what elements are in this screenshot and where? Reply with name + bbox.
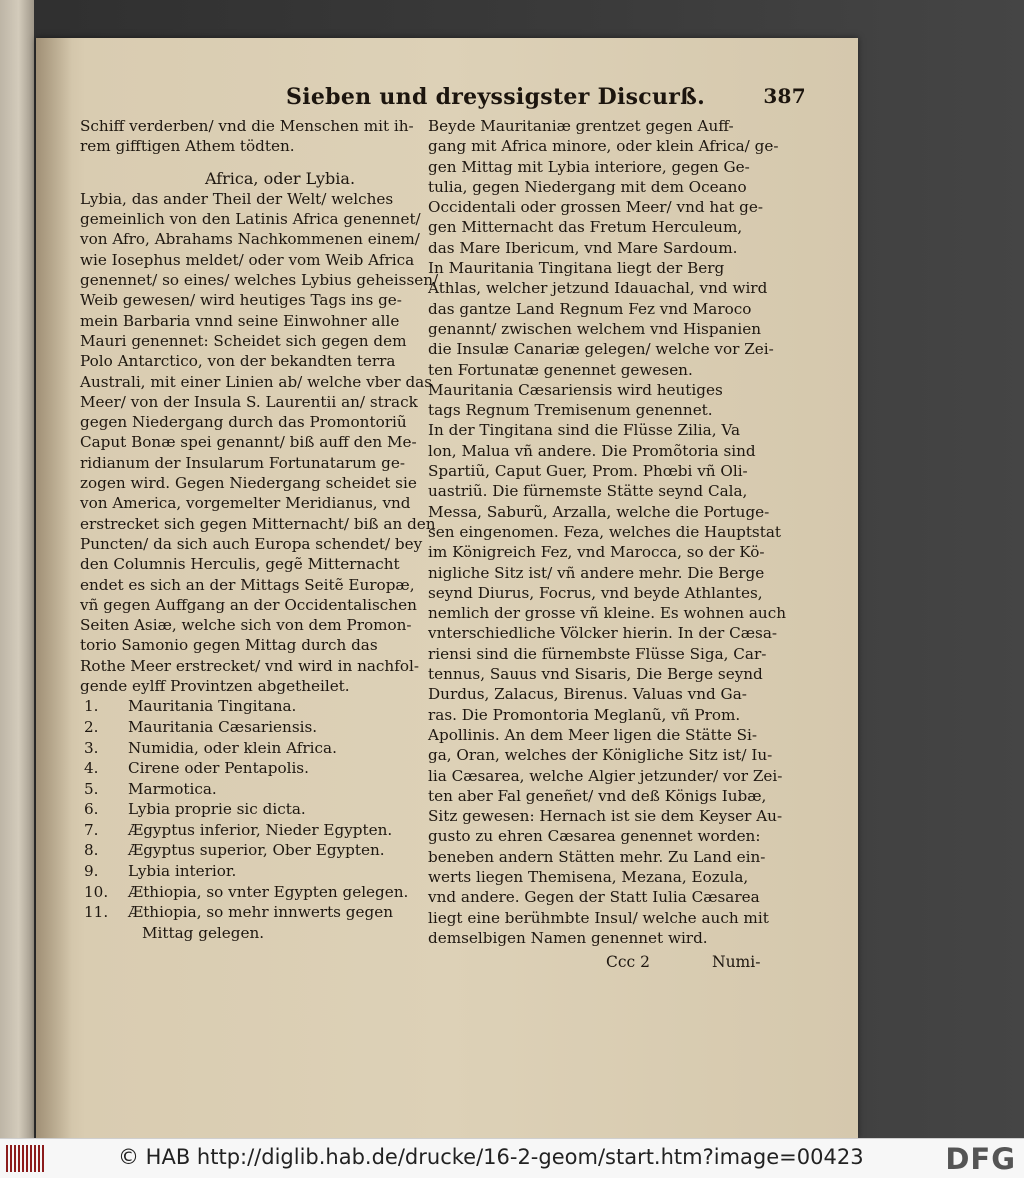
page-number: 387 [763,84,806,108]
text-line: Beyde Mauritaniæ grentzet gegen Auff- [428,117,734,135]
province-name: Lybia proprie sic dicta. [128,800,306,819]
text-line: vnterschiedliche Völcker hierin. In der Cæsa- [428,624,777,643]
text-line: Polo Antarctico, von der bekandten terra [80,352,396,371]
province-number: 10. [84,882,109,901]
text-line: Lybia, das ander Theil der Welt/ welches [80,189,394,208]
text-line: demselbigen Namen genennet wird. [428,928,708,947]
text-line: Apollinis. An dem Meer ligen die Stätte Si- [428,725,758,744]
text-line: das Mare Ibericum, vnd Mare Sardoum. [428,238,738,257]
province-number: 7. [84,820,99,839]
text-line: zogen wird. Gegen Niedergang scheidet sie [80,474,417,493]
province-name: Ægyptus superior, Ober Egypten. [128,841,385,860]
text-line: im Königreich Fez, vnd Marocca, so der Kö- [428,543,765,562]
section-heading: Africa, oder Lybia. [204,168,356,188]
province-item [80,861,440,882]
text-line: Messa, Saburũ, Arzalla, welche die Portuge- [428,502,770,521]
text-line: lia Cæsarea, welche Algier jetzunder/ vor Zei- [428,766,783,785]
previous-page-edge [0,0,34,1138]
text-line: Weib gewesen/ wird heutiges Tags ins ge- [80,291,402,310]
text-line: In Mauritania Tingitana liegt der Berg [428,259,725,278]
province-name: Ægyptus inferior, Nieder Egypten. [128,820,393,839]
left-body-text [80,189,440,696]
text-line: gen Mitternacht das Fretum Herculeum, [428,218,743,237]
viewer-footer [0,1138,1024,1178]
text-line: Athlas, welcher jetzund Idauachal, vnd wird [428,279,768,298]
signature-mark: Ccc 2 [606,953,651,972]
text-line: rem gifftigen Athem tödten. [80,137,295,156]
province-item [80,738,440,759]
province-name: Cirene oder Pentapolis. [128,759,309,778]
text-line: ten Fortunatæ genennet gewesen. [428,360,693,379]
text-line: tennus, Sauus vnd Sisaris, Die Berge seynd [428,665,763,684]
gutter-shadow [36,38,72,1138]
text-line: den Columnis Herculis, gegẽ Mitternacht [80,555,400,574]
text-line: tulia, gegen Niedergang mit dem Oceano [428,177,747,196]
text-line: Australi, mit einer Linien ab/ welche vber das [80,372,433,391]
province-item [80,779,440,800]
text-line: gegen Niedergang durch das Promontoriũ [80,413,407,432]
text-line: vnd andere. Gegen der Statt Iulia Cæsarea [428,888,760,907]
text-line: gang mit Africa minore, oder klein Africa/ ge- [428,137,779,156]
text-line: seynd Diurus, Focrus, vnd beyde Athlantes, [428,583,763,602]
running-header [286,84,806,112]
province-continuation: Mittag gelegen. [142,923,265,942]
province-item [80,696,440,717]
barcode-icon [6,1145,46,1172]
text-line: In der Tingitana sind die Flüsse Zilia, Va [428,421,740,440]
province-name: Marmotica. [128,779,217,798]
text-line: ras. Die Promontoria Meglanũ, vñ Prom. [428,705,741,724]
province-item [80,820,440,841]
text-line: endet es sich an der Mittags Seitẽ Europæ, [80,575,415,594]
province-item [80,758,440,779]
province-item [80,799,440,820]
text-line: Occidentali oder grossen Meer/ vnd hat ge- [428,198,764,217]
province-item [80,840,440,861]
text-line: Seiten Asiæ, welche sich von dem Promon- [80,616,412,635]
text-line: mein Barbaria vnnd seine Einwohner alle [80,311,400,330]
text-line: sen eingenomen. Feza, welches die Hauptstat [428,522,781,541]
text-line: erstrecket sich gegen Mitternacht/ biß an den [80,514,436,533]
text-line: Mauritania Cæsariensis wird heutiges [428,380,723,399]
province-number: 9. [84,862,99,881]
text-line: die Insulæ Canariæ gelegen/ welche vor Zei- [428,340,774,359]
text-line: genennet/ so eines/ welches Lybius geheissen/ [80,271,439,290]
text-line: Meer/ von der Insula S. Laurentii an/ strack [80,392,418,411]
province-name: Numidia, oder klein Africa. [128,738,337,757]
text-line: von Afro, Abrahams Nachkommenen einem/ [80,230,420,249]
text-line: ten aber Fal geneñet/ vnd deß Königs Iubæ, [428,786,767,805]
text-line: vñ gegen Auffgang an der Occidentalischen [80,595,417,614]
source-url[interactable]: © HAB http://diglib.hab.de/drucke/16-2-geom/start.htm?image=00423 [118,1145,864,1169]
province-number: 8. [84,841,99,860]
text-line: gen Mittag mit Lybia interiore, gegen Ge- [428,157,750,176]
right-column [428,116,786,976]
text-line: liegt eine berühmbte Insul/ welche auch mit [428,908,769,927]
province-list [80,696,440,923]
text-line: werts liegen Themisena, Mezana, Eozula, [428,867,749,886]
dfg-logo: DFG [945,1142,1016,1176]
text-line: gende eylff Provintzen abgetheilet. [80,677,350,696]
text-line: wie Iosephus meldet/ oder vom Weib Africa [80,250,415,269]
text-line: Schiff verderben/ vnd die Menschen mit ih- [80,117,414,135]
text-line: Rothe Meer erstrecket/ vnd wird in nachfol- [80,656,419,675]
text-line: nigliche Sitz ist/ vñ andere mehr. Die Berge [428,563,765,582]
text-line: von America, vorgemelter Meridianus, vnd [80,494,411,513]
province-number: 2. [84,717,99,736]
text-line: nemlich der grosse vñ kleine. Es wohnen auch [428,604,786,623]
text-line: torio Samonio gegen Mittag durch das [80,636,378,655]
catchword-line [428,952,761,976]
text-line: lon, Malua vñ andere. Die Promõtoria sind [428,441,756,460]
text-line: Caput Bonæ spei genannt/ biß auff den Me- [80,433,417,452]
catchword: Numi- [712,953,761,972]
running-title: Sieben und dreyssigster Discurß. [286,84,706,110]
province-name: Æthiopia, so mehr innwerts gegen [128,903,393,922]
province-number: 4. [84,759,99,778]
text-line: ridianum der Insularum Fortunatarum ge- [80,453,405,472]
book-page [36,38,858,1138]
text-line: beneben andern Stätten mehr. Zu Land ein- [428,847,766,866]
province-name: Mauritania Tingitana. [128,697,297,716]
text-line: Durdus, Zalacus, Birenus. Valuas vnd Ga- [428,685,747,704]
province-number: 11. [84,903,109,922]
text-line: uastriũ. Die fürnemste Stätte seynd Cala, [428,482,748,501]
province-number: 5. [84,779,99,798]
text-line: Sitz gewesen: Hernach ist sie dem Keyser Au- [428,807,783,826]
text-line: Puncten/ da sich auch Europa schendet/ bey [80,534,423,553]
text-line: genannt/ zwischen welchem vnd Hispanien [428,319,762,338]
province-number: 6. [84,800,99,819]
province-name: Mauritania Cæsariensis. [128,717,318,736]
text-line: das gantze Land Regnum Fez vnd Maroco [428,299,752,318]
right-body-text [428,116,786,948]
text-line: ga, Oran, welches der Königliche Sitz ist/ Iu- [428,746,773,765]
text-line: gusto zu ehren Cæsarea genennet worden: [428,827,761,846]
province-name: Æthiopia, so vnter Egypten gelegen. [128,882,409,901]
text-line: tags Regnum Tremisenum genennet. [428,401,713,420]
text-line: riensi sind die fürnembste Flüsse Siga, Car- [428,644,767,663]
text-line: Spartiũ, Caput Guer, Prom. Phœbi vñ Oli- [428,462,748,481]
text-line: Mauri genennet: Scheidet sich gegen dem [80,331,407,350]
province-item [80,882,440,903]
left-column [80,116,440,943]
province-item [80,902,440,923]
province-name: Lybia interior. [128,862,237,881]
province-number: 3. [84,738,99,757]
text-line: gemeinlich von den Latinis Africa genennet/ [80,210,421,229]
spacer [80,157,440,169]
province-number: 1. [84,697,99,716]
province-item [80,717,440,738]
